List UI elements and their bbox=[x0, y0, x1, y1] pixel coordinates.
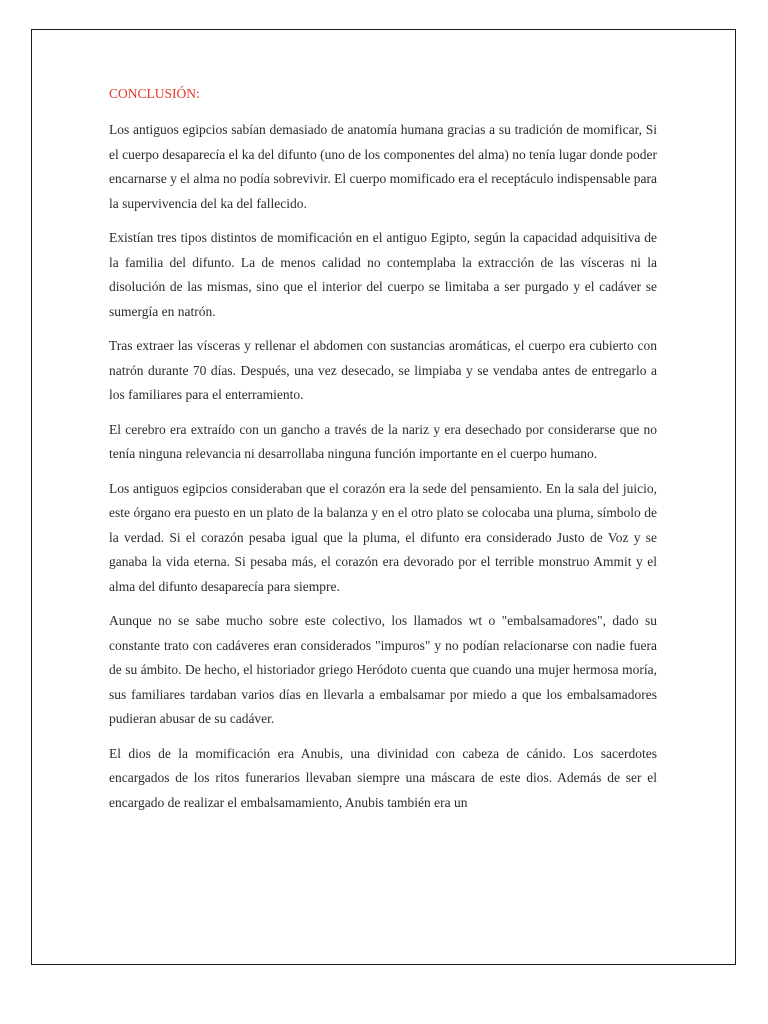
document-body bbox=[109, 84, 657, 825]
paragraph: Los antiguos egipcios consideraban que el corazón era la sede del pensamiento. En la sala del juicio, este órgano era puesto en un plato de la balanza y en el otro plato se colocaba una pluma, símbolo de la verdad. Si el corazón pesaba igual que la pluma, el difunto era considerado Justo de Voz y se ganaba la vida eterna. Si pesaba más, el corazón era devorado por el terrible monstruo Ammit y el alma del difunto desaparecía para siempre. bbox=[109, 480, 657, 594]
paragraph: Aunque no se sabe mucho sobre este colectivo, los llamados wt o "embalsamadores", dado su constante trato con cadáveres eran considerados "impuros" y no podían relacionarse con nadie fuera de su ámbito. De hecho, el historiador griego Heródoto cuenta que cuando una mujer hermosa moría, sus familiares tardaban varios días en llevarla a embalsamar por miedo a que los embalsamadores pudieran abusar de su cadáver. bbox=[109, 613, 657, 726]
paragraph: Tras extraer las vísceras y rellenar el abdomen con sustancias aromáticas, el cuerpo era cubierto con natrón durante 70 días. Después, una vez desecado, se limpiaba y se vendaba antes de entregarlo a los familiares para el enterramiento. bbox=[109, 338, 657, 402]
paragraph: El cerebro era extraído con un gancho a través de la nariz y era desechado por considerarse que no tenía ninguna relevancia ni desarrollaba ninguna función importante en el cuerpo humano. bbox=[109, 421, 657, 461]
paragraph: Existían tres tipos distintos de momificación en el antiguo Egipto, según la capacidad adquisitiva de la familia del difunto. La de menos calidad no contemplaba la extracción de las vísceras ni la disolución de las mismas, sino que el interior del cuerpo se limitaba a ser purgado y el cadáver se sumergía en natrón. bbox=[109, 230, 657, 319]
section-heading: CONCLUSIÓN: bbox=[109, 86, 200, 101]
paragraph: El dios de la momificación era Anubis, una divinidad con cabeza de cánido. Los sacerdotes encargados de los ritos funerarios llevaban siempre una máscara de este dios. Además de ser el encargado de realizar el embalsamamiento, Anubis también era un bbox=[109, 745, 657, 810]
paragraph: Los antiguos egipcios sabían demasiado de anatomía humana gracias a su tradición de momificar, Si el cuerpo desaparecía el ka del difunto (uno de los componentes del alma) no tenía lugar donde poder encarnarse y el alma no podía sobrevivir. El cuerpo momificado era el receptáculo indispensable para la supervivencia del ka del fallecido. bbox=[109, 122, 657, 211]
